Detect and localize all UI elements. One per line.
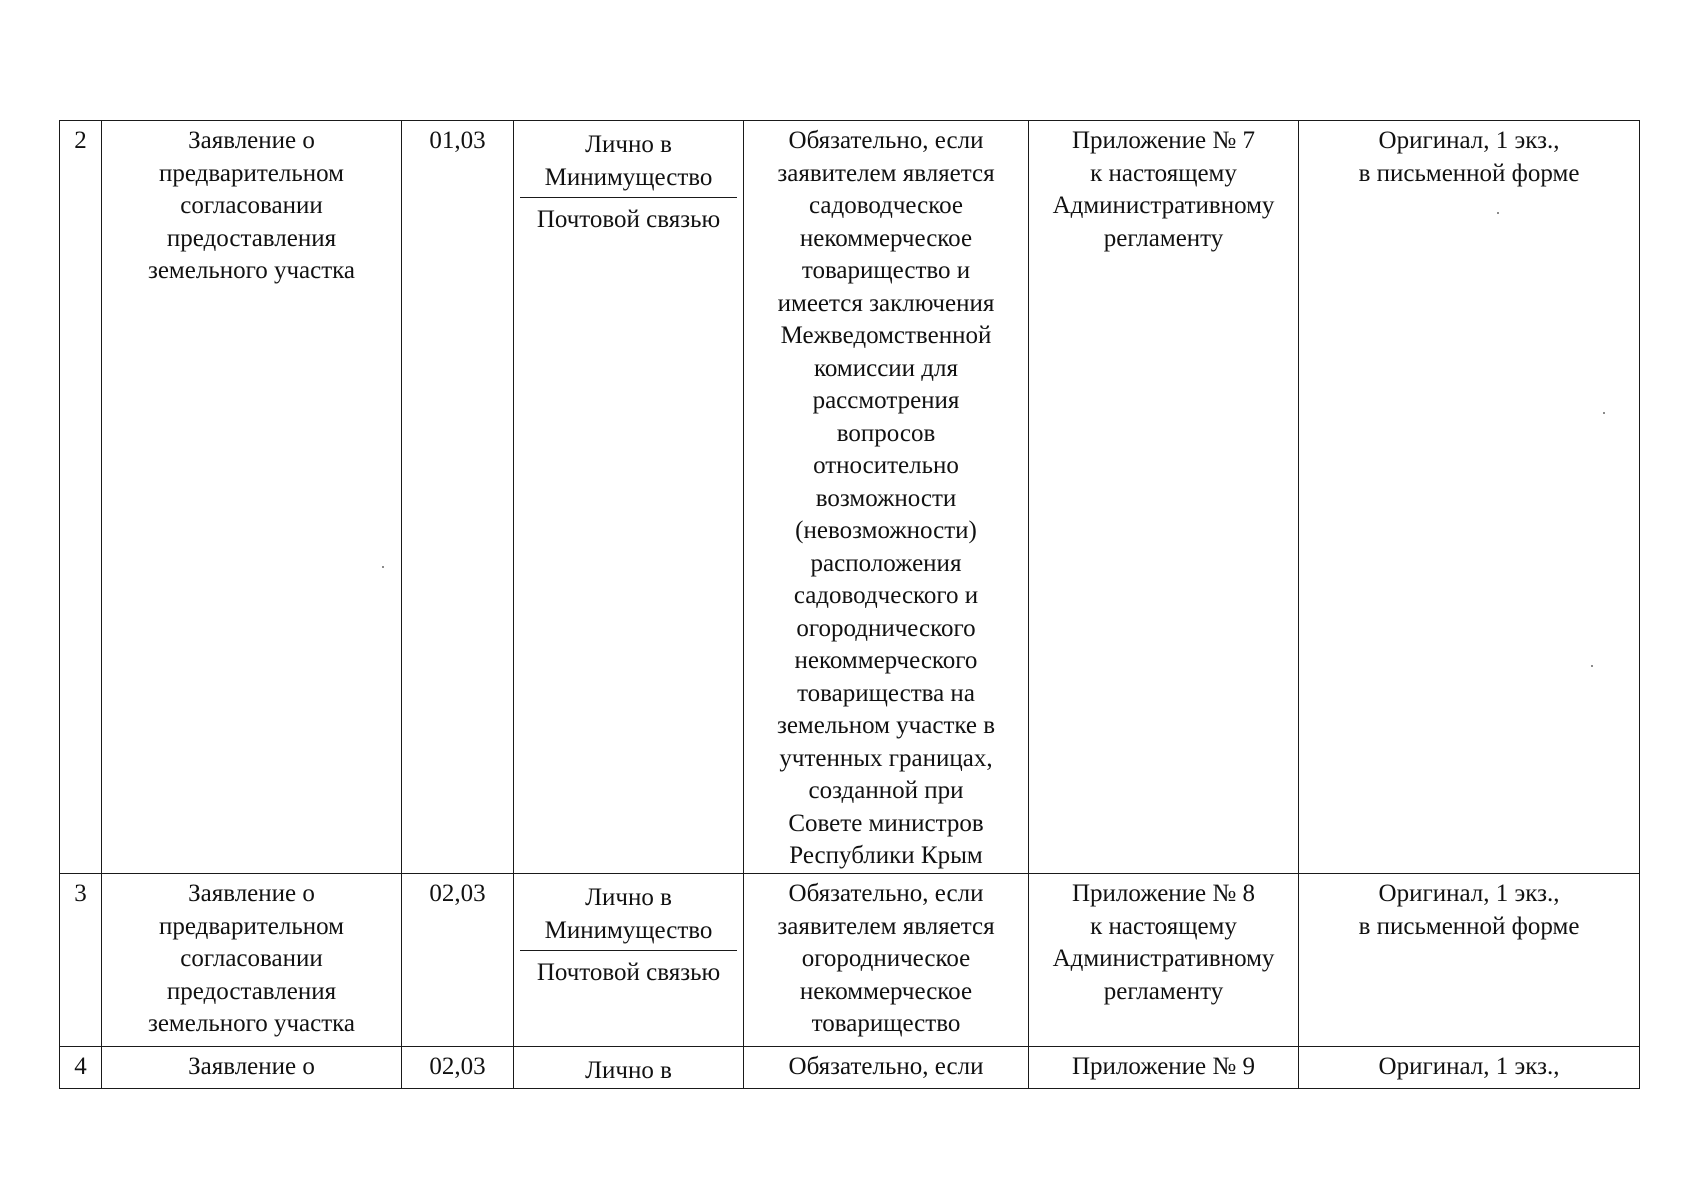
text-line: огороднического [796, 614, 976, 642]
text-line: Межведомственной [780, 322, 992, 349]
method-post: Почтовой связью [536, 959, 721, 986]
submission-method-cell [514, 1047, 744, 1089]
text-line: в письменной форме [1358, 912, 1580, 940]
text-line: предварительном [159, 159, 344, 187]
text-line: Оригинал, 1 экз., [1378, 127, 1560, 154]
document-name-cell [102, 1047, 402, 1089]
text-line: имеется заключения [777, 289, 995, 317]
form-reference-cell [1029, 874, 1299, 1047]
text-line: созданной при [808, 777, 964, 804]
text-line: в письменной форме [1358, 159, 1580, 187]
text-line: Заявление о [188, 880, 315, 907]
text-line: Административному [1052, 192, 1275, 219]
submission-method-cell [514, 121, 744, 874]
text-line: некоммерческое [799, 224, 973, 252]
text-line: относительно [813, 452, 959, 479]
text-line: садоводческого и [793, 582, 979, 609]
table-row [60, 121, 1640, 874]
text-line: комиссии для [814, 354, 958, 382]
requirement-cell [1299, 874, 1640, 1047]
condition-cell [744, 121, 1029, 874]
text-line: Административному [1052, 945, 1275, 972]
row-number: 2 [60, 121, 102, 874]
condition-cell [744, 874, 1029, 1047]
text-line: Заявление о [188, 127, 315, 154]
submission-method-cell [514, 874, 744, 1047]
text-line: земельного участка [147, 1010, 356, 1037]
text-line: некоммерческое [799, 977, 973, 1005]
text-line: рассмотрения [812, 387, 960, 414]
text-line: товарищество и [801, 257, 971, 284]
text-line: регламенту [1103, 977, 1224, 1005]
text-line: Лично в [585, 131, 672, 158]
text-line: Приложение № 8 [1071, 880, 1256, 907]
table-row [60, 874, 1640, 1047]
text-line: предоставления [166, 224, 337, 252]
text-line: Заявление о [188, 1053, 315, 1080]
text-line: Обязательно, если [788, 127, 984, 154]
text-line: Минимущество [544, 916, 713, 944]
scan-speck [1591, 665, 1593, 667]
requirement-cell [1299, 1047, 1640, 1089]
text-line: Оригинал, 1 экз., [1378, 880, 1560, 907]
condition-cell [744, 1047, 1029, 1089]
text-line: Обязательно, если [788, 880, 984, 907]
text-line: товарищества на [797, 679, 975, 707]
table-row [60, 1047, 1640, 1089]
text-line: Приложение № 9 [1071, 1053, 1256, 1080]
text-line: заявителем является [777, 159, 995, 187]
text-line: Минимущество [544, 163, 713, 191]
form-reference-cell [1029, 1047, 1299, 1089]
text-line: вопросов [836, 419, 936, 447]
text-line: садоводческое [808, 192, 964, 219]
method-personal [520, 1051, 737, 1088]
text-line: товарищество [811, 1010, 961, 1037]
text-line: Приложение № 7 [1071, 127, 1256, 154]
row-number: 4 [60, 1047, 102, 1089]
text-line: согласовании [180, 945, 323, 972]
text-line: к настоящему [1090, 912, 1237, 940]
text-line: Лично в [585, 1057, 672, 1084]
documents-table [59, 120, 1640, 1089]
text-line: огородническое [801, 945, 971, 972]
text-line: земельном участке в [776, 712, 996, 739]
row-number: 3 [60, 874, 102, 1047]
text-line: регламенту [1103, 224, 1224, 252]
text-line: предоставления [166, 977, 337, 1005]
method-personal [520, 878, 737, 951]
text-line: согласовании [180, 192, 323, 219]
text-line: предварительном [159, 912, 344, 940]
text-line: возможности [815, 484, 957, 512]
scan-speck [382, 566, 384, 568]
text-line: Лично в [585, 884, 672, 911]
scan-speck [1603, 412, 1605, 414]
text-line: Оригинал, 1 экз., [1378, 1053, 1560, 1080]
method-personal [520, 125, 737, 198]
text-line: Республики Крым [789, 842, 983, 869]
text-line: учтенных границах, [779, 744, 993, 772]
text-line: Обязательно, если [788, 1053, 984, 1080]
scan-speck [1497, 212, 1499, 214]
text-line: (невозможности) [795, 517, 977, 544]
form-reference-cell [1029, 121, 1299, 874]
text-line: Совете министров [788, 809, 984, 837]
document-code-cell: 02,03 [402, 874, 514, 1047]
text-line: расположения [810, 549, 962, 577]
document-name-cell [102, 121, 402, 874]
document-name-cell [102, 874, 402, 1047]
text-line: некоммерческого [794, 647, 978, 674]
method-post: Почтовой связью [536, 206, 721, 233]
text-line: заявителем является [777, 912, 995, 940]
text-line: к настоящему [1090, 159, 1237, 187]
document-code-cell: 01,03 [402, 121, 514, 874]
text-line: земельного участка [147, 257, 356, 284]
document-code-cell: 02,03 [402, 1047, 514, 1089]
requirement-cell [1299, 121, 1640, 874]
